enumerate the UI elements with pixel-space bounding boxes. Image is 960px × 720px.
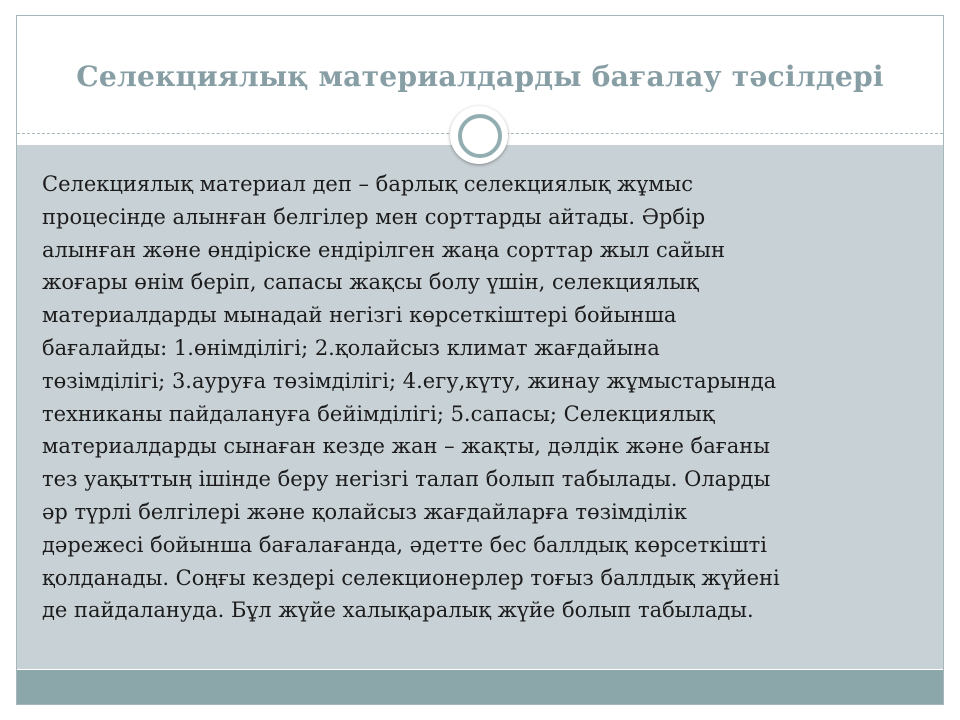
body-line: қолданады. Соңғы кездері селекционерлер тоғыз баллдық жүйені bbox=[42, 565, 780, 590]
body-line: жоғары өнім беріп, сапасы жақсы болу үшін, селекциялық bbox=[42, 270, 699, 295]
circle-ring-icon bbox=[458, 114, 502, 158]
footer-bar bbox=[17, 670, 943, 704]
body-paragraph bbox=[42, 168, 932, 627]
body-line: материалдарды мынадай негізгі көрсеткіштері бойынша bbox=[42, 303, 677, 328]
body-line: техниканы пайдалануға бейімділігі; 5.сапасы; Селекциялық bbox=[42, 401, 715, 426]
body-line: әр түрлі белгілері және қолайсыз жағдайларға төзімділік bbox=[42, 499, 687, 524]
circle-ornament bbox=[450, 106, 508, 164]
body-line: тез уақыттың ішінде беру негізгі талап болып табылады. Оларды bbox=[42, 467, 771, 492]
body-line: процесінде алынған белгілер мен сорттарды айтады. Әрбір bbox=[42, 204, 706, 229]
slide-title: Селекциялық материалдарды бағалау тәсілдері bbox=[76, 60, 884, 93]
body-line: дәрежесі бойынша бағалағанда, әдетте бес баллдық көрсеткішті bbox=[42, 532, 767, 557]
body-line: бағалайды: 1.өнімділігі; 2.қолайсыз климат жағдайына bbox=[42, 335, 660, 360]
body-line: де пайдалануда. Бұл жүйе халықаралық жүйе болып табылады. bbox=[42, 598, 754, 623]
body-line: материалдарды сынаған кезде жан – жақты, дәлдік және бағаны bbox=[42, 434, 770, 459]
body-line: Селекциялық материал деп – барлық селекциялық жұмыс bbox=[42, 172, 694, 196]
body-line: алынған және өндіріске ендірілген жаңа сорттар жыл сайын bbox=[42, 237, 725, 262]
body-line: төзімділігі; 3.ауруға төзімділігі; 4.егу,күту, жинау жұмыстарында bbox=[42, 368, 777, 393]
